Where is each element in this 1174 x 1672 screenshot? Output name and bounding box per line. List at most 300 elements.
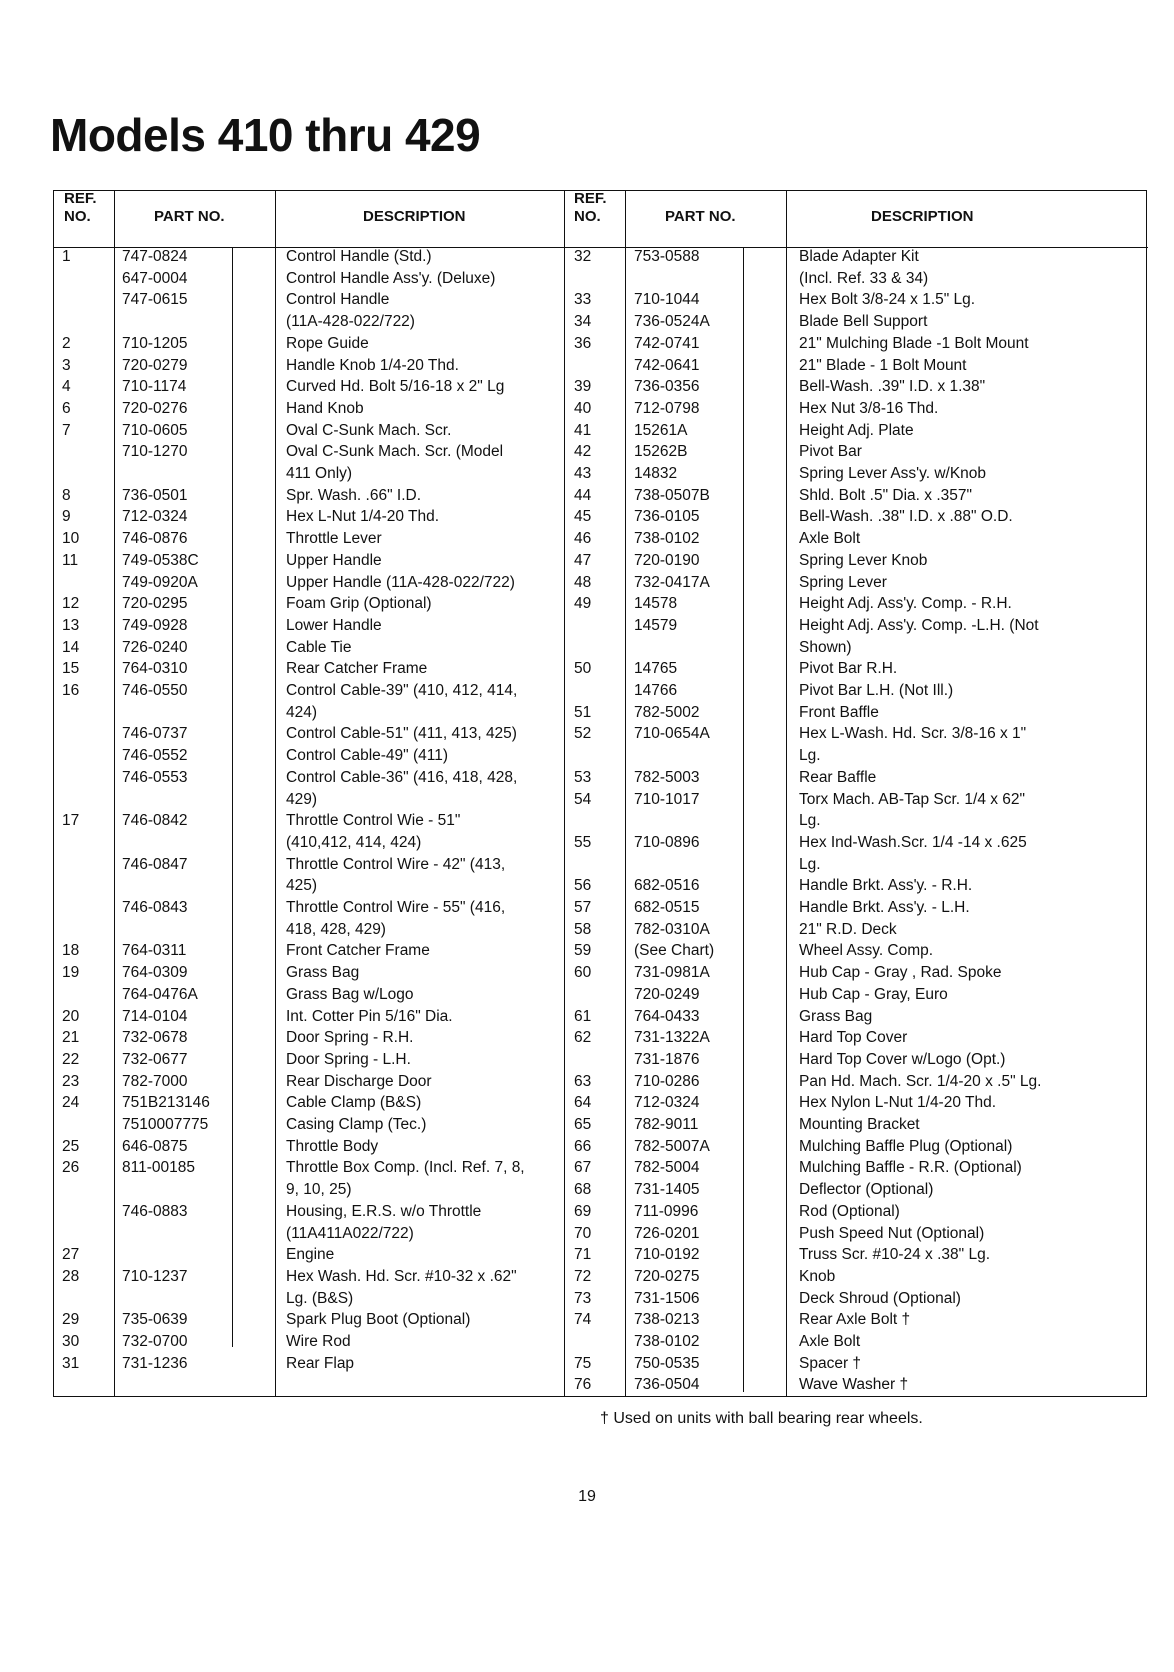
ref-cell: 73 [574, 1289, 592, 1307]
table-row [564, 637, 1148, 659]
table-row [564, 1288, 1148, 1310]
ref-cell: 26 [62, 1159, 80, 1177]
ref-cell: 46 [574, 530, 592, 548]
table-row [54, 355, 564, 377]
table-row [564, 268, 1148, 290]
ref-cell: 20 [62, 1007, 80, 1025]
table-row [54, 550, 564, 572]
ref-cell: 30 [62, 1333, 80, 1350]
description-cell: Casing Clamp (Tec.) [286, 1116, 427, 1133]
table-row [54, 1157, 564, 1179]
part-no-cell: 782-5003 [634, 768, 700, 786]
table-row [54, 333, 564, 355]
description-cell: Wire Rod [286, 1333, 351, 1350]
table-row [54, 680, 564, 702]
ref-cell: 16 [62, 682, 80, 699]
table-row [54, 506, 564, 528]
description-cell: Handle Brkt. Ass'y. - L.H. [799, 899, 970, 916]
table-row [564, 420, 1148, 442]
table-row [564, 1374, 1148, 1396]
table-row [54, 463, 564, 485]
part-no-cell: 15262B [634, 443, 688, 461]
part-no-cell: 731-0981A [634, 964, 710, 982]
part-no-cell: 751B213146 [122, 1094, 210, 1112]
table-row [54, 658, 564, 680]
ref-cell: 64 [574, 1094, 592, 1112]
part-no-cell: 7510007775 [122, 1116, 209, 1133]
description-cell: Lg. (B&S) [286, 1289, 354, 1307]
part-no-cell: 15261A [634, 421, 688, 439]
description-cell: Axle Bolt [799, 530, 861, 548]
part-no-cell: 682-0515 [634, 899, 700, 916]
part-no-cell: 736-0504 [634, 1376, 700, 1394]
ref-cell: 28 [62, 1267, 80, 1285]
table-row [54, 1244, 564, 1266]
description-cell: Bell-Wash. .38" I.D. x .88" O.D. [799, 508, 1013, 526]
part-no-cell: 738-0102 [634, 530, 700, 548]
ref-cell: 52 [574, 725, 592, 743]
part-no-cell: 782-5002 [634, 703, 700, 721]
description-cell: Curved Hd. Bolt 5/16-18 x 2" Lg [286, 378, 505, 396]
table-row [54, 789, 564, 811]
description-cell: Spark Plug Boot (Optional) [286, 1311, 471, 1329]
table-row [54, 854, 564, 876]
table-row [564, 376, 1148, 398]
description-cell: 21" R.D. Deck [799, 920, 897, 938]
table-row [564, 1244, 1148, 1266]
table-row [564, 680, 1148, 702]
part-no-cell: 746-0843 [122, 899, 188, 916]
ref-cell: 42 [574, 443, 592, 461]
table-row [564, 1049, 1148, 1071]
part-no-cell: 710-1044 [634, 291, 700, 309]
table-row [54, 702, 564, 724]
ref-cell: 53 [574, 768, 592, 786]
table-row [54, 1136, 564, 1158]
table-row [564, 528, 1148, 550]
part-no-cell: 764-0310 [122, 660, 188, 678]
ref-cell: 61 [574, 1007, 592, 1025]
part-no-cell: 710-1205 [122, 334, 188, 352]
part-no-cell: 14832 [634, 465, 678, 482]
ref-cell: 71 [574, 1246, 592, 1264]
description-cell: Height Adj. Ass'y. Comp. - R.H. [799, 595, 1012, 613]
part-no-cell: 764-0311 [122, 942, 187, 960]
description-cell: Throttle Lever [286, 530, 382, 548]
ref-cell: 27 [62, 1246, 80, 1264]
ref-cell: 14 [62, 638, 80, 656]
table-row [564, 441, 1148, 463]
description-cell: Torx Mach. AB-Tap Scr. 1/4 x 62" [799, 790, 1026, 808]
ref-cell: 31 [62, 1354, 80, 1372]
description-cell: Control Handle (Std.) [286, 248, 432, 265]
ref-cell: 63 [574, 1072, 592, 1090]
table-row [564, 832, 1148, 854]
description-cell: Hard Top Cover [799, 1029, 908, 1047]
table-row [54, 268, 564, 290]
ref-cell: 12 [62, 595, 80, 613]
ref-cell: 58 [574, 920, 592, 938]
part-no-cell: 710-0605 [122, 421, 188, 439]
description-cell: Spring Lever Knob [799, 551, 928, 569]
table-row [54, 1179, 564, 1201]
ref-cell: 8 [62, 486, 71, 504]
table-row [54, 246, 564, 268]
header-ref-right-2: NO. [574, 208, 601, 225]
table-row [54, 485, 564, 507]
part-no-cell: 736-0356 [634, 378, 700, 396]
part-no-cell: 735-0639 [122, 1311, 188, 1329]
part-no-cell: 811-00185 [122, 1159, 195, 1177]
description-cell: 425) [286, 877, 318, 895]
table-row [54, 745, 564, 767]
part-no-cell: 746-0737 [122, 725, 188, 743]
part-no-cell: (See Chart) [634, 942, 715, 960]
table-row [564, 355, 1148, 377]
table-row [564, 1114, 1148, 1136]
table-row [54, 940, 564, 962]
description-cell: Pan Hd. Mach. Scr. 1/4-20 x .5" Lg. [799, 1072, 1042, 1090]
description-cell: Rear Baffle [799, 768, 877, 786]
table-row [564, 1223, 1148, 1245]
table-row [564, 572, 1148, 594]
description-cell: Throttle Control Wire - 55" (416, [286, 899, 506, 916]
part-no-cell: 14765 [634, 660, 678, 678]
part-no-cell: 731-1322A [634, 1029, 710, 1047]
part-no-cell: 782-9011 [634, 1116, 699, 1133]
table-row [54, 984, 564, 1006]
ref-cell: 60 [574, 964, 592, 982]
part-no-cell: 647-0004 [122, 269, 188, 287]
ref-cell: 41 [574, 421, 592, 439]
ref-cell: 17 [62, 812, 80, 830]
part-no-cell: 736-0524A [634, 313, 710, 331]
table-row [54, 767, 564, 789]
table-row [54, 441, 564, 463]
description-cell: Shown) [799, 638, 852, 656]
description-cell: Engine [286, 1246, 335, 1264]
part-no-cell: 764-0476A [122, 985, 198, 1003]
table-row [564, 1201, 1148, 1223]
ref-cell: 45 [574, 508, 592, 526]
ref-cell: 18 [62, 942, 80, 960]
table-row [54, 1049, 564, 1071]
table-row [564, 984, 1148, 1006]
ref-cell: 56 [574, 877, 592, 895]
part-no-cell: 736-0501 [122, 486, 188, 504]
description-cell: Control Cable-49" (411) [286, 747, 449, 765]
description-cell: Control Handle [286, 291, 390, 309]
table-row [564, 767, 1148, 789]
part-no-cell: 720-0275 [634, 1267, 700, 1285]
description-cell: Grass Bag [286, 964, 360, 982]
description-cell: Hex Nylon L-Nut 1/4-20 Thd. [799, 1094, 997, 1112]
table-row [54, 615, 564, 637]
ref-cell: 51 [574, 703, 592, 721]
description-cell: 21" Mulching Blade -1 Bolt Mount [799, 334, 1029, 352]
table-row [54, 637, 564, 659]
part-no-cell: 749-0538C [122, 551, 199, 569]
part-no-cell: 764-0433 [634, 1007, 700, 1025]
description-cell: Rope Guide [286, 334, 369, 352]
description-cell: Throttle Box Comp. (Incl. Ref. 7, 8, [286, 1159, 525, 1177]
table-row [54, 875, 564, 897]
table-row [564, 919, 1148, 941]
header-ref-left-2: NO. [64, 208, 91, 225]
table-row [564, 1157, 1148, 1179]
header-ref-left-1: REF. [64, 190, 97, 207]
description-cell: Knob [799, 1267, 836, 1285]
table-row [54, 919, 564, 941]
part-no-cell: 746-0842 [122, 812, 188, 830]
description-cell: 21" Blade - 1 Bolt Mount [799, 356, 967, 374]
description-cell: Upper Handle (11A-428-022/722) [286, 573, 515, 591]
description-cell: Blade Adapter Kit [799, 248, 919, 265]
ref-cell: 32 [574, 248, 592, 265]
description-cell: Int. Cotter Pin 5/16" Dia. [286, 1007, 453, 1025]
part-no-cell: 738-0213 [634, 1311, 700, 1329]
part-no-cell: 720-0279 [122, 356, 188, 374]
table-row [564, 1353, 1148, 1375]
table-row [54, 593, 564, 615]
part-no-cell: 732-0677 [122, 1050, 188, 1068]
part-no-cell: 720-0276 [122, 399, 188, 417]
description-cell: Hex Bolt 3/8-24 x 1.5" Lg. [799, 291, 976, 309]
part-no-cell: 646-0875 [122, 1137, 188, 1155]
table-row [564, 1092, 1148, 1114]
part-no-cell: 731-1236 [122, 1354, 188, 1372]
header-part-right: PART NO. [665, 208, 736, 225]
ref-cell: 1 [62, 248, 71, 265]
description-cell: 418, 428, 429) [286, 920, 386, 938]
table-row [564, 1266, 1148, 1288]
table-row [564, 398, 1148, 420]
page-title: Models 410 thru 429 [50, 109, 481, 161]
description-cell: Hex Nut 3/8-16 Thd. [799, 399, 939, 417]
part-no-cell: 746-0550 [122, 682, 188, 699]
part-no-cell: 710-0654A [634, 725, 710, 743]
ref-cell: 40 [574, 399, 592, 417]
part-no-cell: 726-0240 [122, 638, 188, 656]
description-cell: Axle Bolt [799, 1333, 861, 1350]
table-row [54, 962, 564, 984]
part-no-cell: 753-0588 [634, 248, 700, 265]
part-no-cell: 782-5004 [634, 1159, 700, 1177]
table-row [54, 1114, 564, 1136]
description-cell: 9, 10, 25) [286, 1181, 352, 1199]
table-row [564, 463, 1148, 485]
table-row [564, 658, 1148, 680]
ref-cell: 33 [574, 291, 592, 309]
table-row [564, 1027, 1148, 1049]
description-cell: Shld. Bolt .5" Dia. x .357" [799, 486, 972, 504]
table-row [54, 723, 564, 745]
table-row [54, 528, 564, 550]
part-no-cell: 731-1506 [634, 1289, 700, 1307]
ref-cell: 47 [574, 551, 592, 569]
table-row [54, 1092, 564, 1114]
header-desc-left: DESCRIPTION [363, 208, 466, 225]
description-cell: Rear Discharge Door [286, 1072, 432, 1090]
ref-cell: 22 [62, 1050, 80, 1068]
footnote: † Used on units with ball bearing rear wheels. [600, 1410, 923, 1427]
ref-cell: 66 [574, 1137, 592, 1155]
table-row [564, 593, 1148, 615]
description-cell: Rear Flap [286, 1354, 355, 1372]
description-cell: Spring Lever [799, 573, 887, 591]
table-row [564, 1136, 1148, 1158]
table-row [564, 550, 1148, 572]
description-cell: Control Cable-36" (416, 418, 428, [286, 768, 518, 786]
table-row [54, 832, 564, 854]
table-row [564, 854, 1148, 876]
ref-cell: 6 [62, 399, 71, 417]
description-cell: Grass Bag w/Logo [286, 985, 414, 1003]
part-no-cell: 749-0920A [122, 573, 198, 591]
table-row [564, 333, 1148, 355]
ref-cell: 54 [574, 790, 592, 808]
table-row [54, 420, 564, 442]
description-cell: (11A-428-022/722) [286, 313, 415, 331]
ref-cell: 21 [62, 1029, 80, 1047]
table-row [564, 702, 1148, 724]
part-no-cell: 746-0847 [122, 855, 188, 873]
part-no-cell: 749-0928 [122, 616, 188, 634]
table-row [54, 376, 564, 398]
part-no-cell: 732-0417A [634, 573, 710, 591]
ref-cell: 23 [62, 1072, 80, 1090]
ref-cell: 59 [574, 942, 592, 960]
table-row [54, 1223, 564, 1245]
description-cell: Rear Axle Bolt † [799, 1311, 911, 1329]
ref-cell: 11 [62, 551, 79, 569]
description-cell: Truss Scr. #10-24 x .38" Lg. [799, 1246, 991, 1264]
table-row [564, 789, 1148, 811]
part-no-cell: 782-5007A [634, 1137, 710, 1155]
part-no-cell: 746-0553 [122, 768, 188, 786]
description-cell: 411 Only) [286, 465, 353, 482]
description-cell: Deck Shroud (Optional) [799, 1289, 961, 1307]
ref-cell: 62 [574, 1029, 592, 1047]
description-cell: Hub Cap - Gray , Rad. Spoke [799, 964, 1002, 982]
description-cell: Cable Clamp (B&S) [286, 1094, 422, 1112]
ref-cell: 19 [62, 964, 80, 982]
part-no-cell: 726-0201 [634, 1224, 700, 1242]
ref-cell: 29 [62, 1311, 80, 1329]
part-no-cell: 747-0824 [122, 248, 188, 265]
part-no-cell: 14579 [634, 616, 678, 634]
part-no-cell: 782-0310A [634, 920, 710, 938]
part-no-cell: 732-0700 [122, 1333, 188, 1350]
header-desc-right: DESCRIPTION [871, 208, 974, 225]
part-no-cell: 746-0883 [122, 1202, 188, 1220]
table-row [564, 1309, 1148, 1331]
description-cell: Wheel Assy. Comp. [799, 942, 934, 960]
table-row [54, 1331, 564, 1353]
ref-cell: 55 [574, 833, 592, 851]
part-no-cell: 742-0641 [634, 356, 700, 374]
table-row [54, 1353, 564, 1375]
ref-cell: 3 [62, 356, 71, 374]
part-no-cell: 731-1405 [634, 1181, 700, 1199]
table-row [54, 1266, 564, 1288]
description-cell: Cable Tie [286, 638, 352, 656]
table-row [564, 615, 1148, 637]
part-no-cell: 720-0190 [634, 551, 700, 569]
description-cell: Pivot Bar R.H. [799, 660, 898, 678]
description-cell: Control Cable-39" (410, 412, 414, [286, 682, 518, 699]
ref-cell: 7 [62, 421, 71, 439]
part-no-cell: 710-1017 [634, 790, 700, 808]
ref-cell: 34 [574, 313, 592, 331]
part-no-cell: 712-0324 [122, 508, 188, 526]
description-cell: Throttle Control Wire - 42" (413, [286, 855, 506, 873]
part-no-cell: 712-0798 [634, 399, 700, 417]
ref-cell: 68 [574, 1181, 592, 1199]
ref-cell: 70 [574, 1224, 592, 1242]
description-cell: Hex Ind-Wash.Scr. 1/4 -14 x .625 [799, 833, 1027, 851]
table-row [54, 897, 564, 919]
description-cell: Throttle Control Wie - 51" [286, 812, 461, 830]
ref-cell: 72 [574, 1267, 592, 1285]
ref-cell: 43 [574, 465, 592, 482]
ref-cell: 25 [62, 1137, 80, 1155]
part-no-cell: 746-0876 [122, 530, 188, 548]
part-no-cell: 747-0615 [122, 291, 188, 309]
ref-cell: 36 [574, 334, 592, 352]
part-no-cell: 731-1876 [634, 1050, 700, 1068]
part-no-cell: 712-0324 [634, 1094, 700, 1112]
ref-cell: 74 [574, 1311, 592, 1329]
part-no-cell: 736-0105 [634, 508, 700, 526]
table-row [564, 289, 1148, 311]
part-no-cell: 710-0286 [634, 1072, 700, 1090]
ref-cell: 13 [62, 616, 80, 634]
description-cell: (410,412, 414, 424) [286, 833, 422, 851]
description-cell: Lg. [799, 747, 821, 765]
part-no-cell: 14578 [634, 595, 678, 613]
table-row [564, 506, 1148, 528]
part-no-cell: 732-0678 [122, 1029, 188, 1047]
description-cell: Hand Knob [286, 399, 364, 417]
ref-cell: 2 [62, 334, 71, 352]
ref-cell: 39 [574, 378, 592, 396]
description-cell: Hub Cap - Gray, Euro [799, 985, 948, 1003]
description-cell: Mulching Baffle - R.R. (Optional) [799, 1159, 1022, 1177]
description-cell: Hex Wash. Hd. Scr. #10-32 x .62" [286, 1267, 517, 1285]
description-cell: Housing, E.R.S. w/o Throttle [286, 1202, 482, 1220]
table-row [54, 1027, 564, 1049]
description-cell: Door Spring - R.H. [286, 1029, 414, 1047]
description-cell: Hard Top Cover w/Logo (Opt.) [799, 1050, 1006, 1068]
ref-cell: 44 [574, 486, 592, 504]
table-row [564, 1071, 1148, 1093]
part-no-cell: 738-0102 [634, 1333, 700, 1350]
description-cell: Rod (Optional) [799, 1202, 900, 1220]
description-cell: Hex L-Wash. Hd. Scr. 3/8-16 x 1" [799, 725, 1027, 743]
table-row [54, 289, 564, 311]
description-cell: Oval C-Sunk Mach. Scr. (Model [286, 443, 504, 461]
part-no-cell: 710-1237 [122, 1267, 188, 1285]
description-cell: Blade Bell Support [799, 313, 928, 331]
part-no-cell: 710-0896 [634, 833, 700, 851]
table-row [564, 940, 1148, 962]
description-cell: Front Catcher Frame [286, 942, 430, 960]
header-part-left: PART NO. [154, 208, 225, 225]
header-ref-right-1: REF. [574, 190, 607, 207]
parts-table [53, 190, 1147, 1397]
table-row [564, 246, 1148, 268]
